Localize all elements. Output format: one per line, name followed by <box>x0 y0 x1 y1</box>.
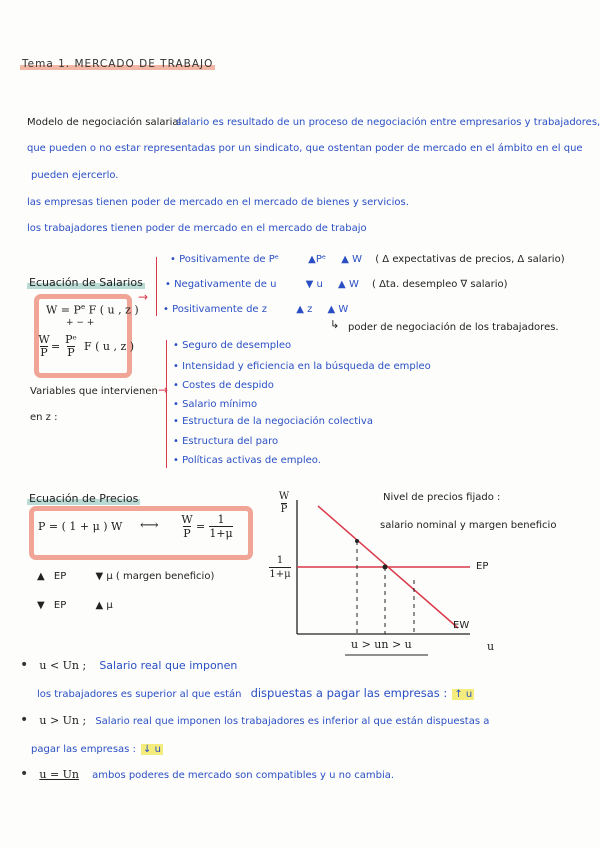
effect-3: • Positivamente de z ▲ z ▲ W <box>163 304 349 315</box>
precios-equals: = <box>196 520 206 533</box>
intro-line-4: las empresas tienen poder de mercado en el mercado de bienes y servicios. <box>27 197 409 208</box>
return-arrow-icon: ↳ <box>330 318 340 331</box>
variables-connector-icon: → <box>158 383 169 397</box>
variable-item: • Salario mínimo <box>173 399 258 410</box>
variable-item: • Seguro de desempleo <box>173 340 292 351</box>
z-note: poder de negociación de los trabajadores. <box>348 322 559 333</box>
salarios-eq2-equals: = <box>51 340 61 353</box>
precios-heading: Ecuación de Precios <box>29 492 139 505</box>
intro-line-1: salario es resultado de un proceso de negociación entre empresarios y trabajadores, <box>176 117 600 128</box>
x-ticks: u > un > u <box>351 638 412 651</box>
variable-item: • Intensidad y eficiencia en la búsqueda de empleo <box>173 361 431 372</box>
salarios-eq2-frac-pep: Pᵉ P <box>65 333 77 359</box>
precios-frac-mu: 1 1+μ <box>209 513 233 540</box>
point-left <box>355 539 359 543</box>
salarios-eq2-rhs: F ( u , z ) <box>84 340 135 353</box>
intro-term: Modelo de negociación salarial : <box>27 117 188 128</box>
conclusion-2-cont: pagar las empresas : ↓ u <box>31 744 161 755</box>
conclusion-1-cont: los trabajadores es superior al que están dispuestas a pagar las empresas : ↑ u <box>37 686 473 700</box>
precios-relation-2: ▼ EP ▲ μ <box>37 600 113 611</box>
graph-title-1: Nivel de precios fijado : <box>383 492 501 503</box>
triangle-down-icon: ▼ <box>37 600 45 611</box>
graph-y-label: W P <box>278 491 290 515</box>
conclusion-3: • u = Un ambos poderes de mercado son compatibles y u no cambia. <box>20 766 395 782</box>
salarios-eq1-signs: + − + <box>66 318 95 328</box>
precios-frac-wp: W P <box>181 513 193 540</box>
variable-item: • Estructura del paro <box>173 436 279 447</box>
triangle-up-icon: ▲ <box>338 279 346 290</box>
variable-item: • Costes de despido <box>173 380 274 391</box>
precios-relation-1: ▲ EP ▼ μ ( margen beneficio) <box>37 571 215 582</box>
page-title: Tema 1. MERCADO DE TRABAJO <box>22 58 214 70</box>
intro-line-3: pueden ejercerlo. <box>31 170 119 181</box>
triangle-down-icon: ▼ <box>305 279 314 290</box>
graph-title-2: salario nominal y margen beneficio <box>380 520 557 531</box>
intro-line-5: los trabajadores tienen poder de mercado en el mercado de trabajo <box>27 223 367 234</box>
salarios-heading: Ecuación de Salarios <box>29 276 143 289</box>
triangle-up-icon: ▲ <box>95 600 104 611</box>
ep-label: EP <box>476 561 489 572</box>
variable-item: • Políticas activas de empleo. <box>173 455 321 466</box>
effect-2: • Negativamente de u ▼ u ▲ W ( Δta. desempleo ∇ salario) <box>165 279 508 290</box>
x-axis-label: u <box>487 640 495 653</box>
salarios-eq1: $W = P^e$ F ( u , z ) <box>46 303 139 317</box>
triangle-up-icon: ▲ <box>341 254 349 265</box>
triangle-up-icon: ▲ <box>37 571 45 582</box>
variable-item: • Estructura de la negociación colectiva <box>173 416 373 427</box>
precios-eq-lhs: P = ( 1 + μ ) W <box>38 520 123 533</box>
triangle-up-icon: ▲ <box>296 304 304 315</box>
point-equilibrium <box>383 565 388 570</box>
graph-y-tick: 1 1+μ <box>269 555 291 580</box>
conclusion-2: • u > Un ; Salario real que imponen los trabajadores es inferior al que están dispuestas a <box>20 712 490 728</box>
triangle-up-icon: ▲ <box>308 254 316 265</box>
variables-label-2: en z : <box>30 412 58 423</box>
ew-label: EW <box>453 620 470 631</box>
variables-label-1: Variables que intervienen <box>30 386 158 397</box>
connector-arrow-icon: → <box>138 290 149 304</box>
double-arrow-icon: ⟷ <box>140 518 159 533</box>
triangle-down-icon: ▼ <box>95 571 104 582</box>
triangle-up-icon: ▲ <box>327 304 336 315</box>
intro-line-2: que pueden o no estar representadas por un sindicato, que ostentan poder de mercado en el ámbito en el que <box>27 143 583 154</box>
conclusion-1: • u < Un ; Salario real que imponen <box>20 657 238 673</box>
salarios-eq2-frac-wp: W P <box>38 333 50 359</box>
effect-1: • Positivamente de Pᵉ ▲Pᵉ ▲ W ( Δ expectativas de precios, Δ salario) <box>170 254 565 265</box>
